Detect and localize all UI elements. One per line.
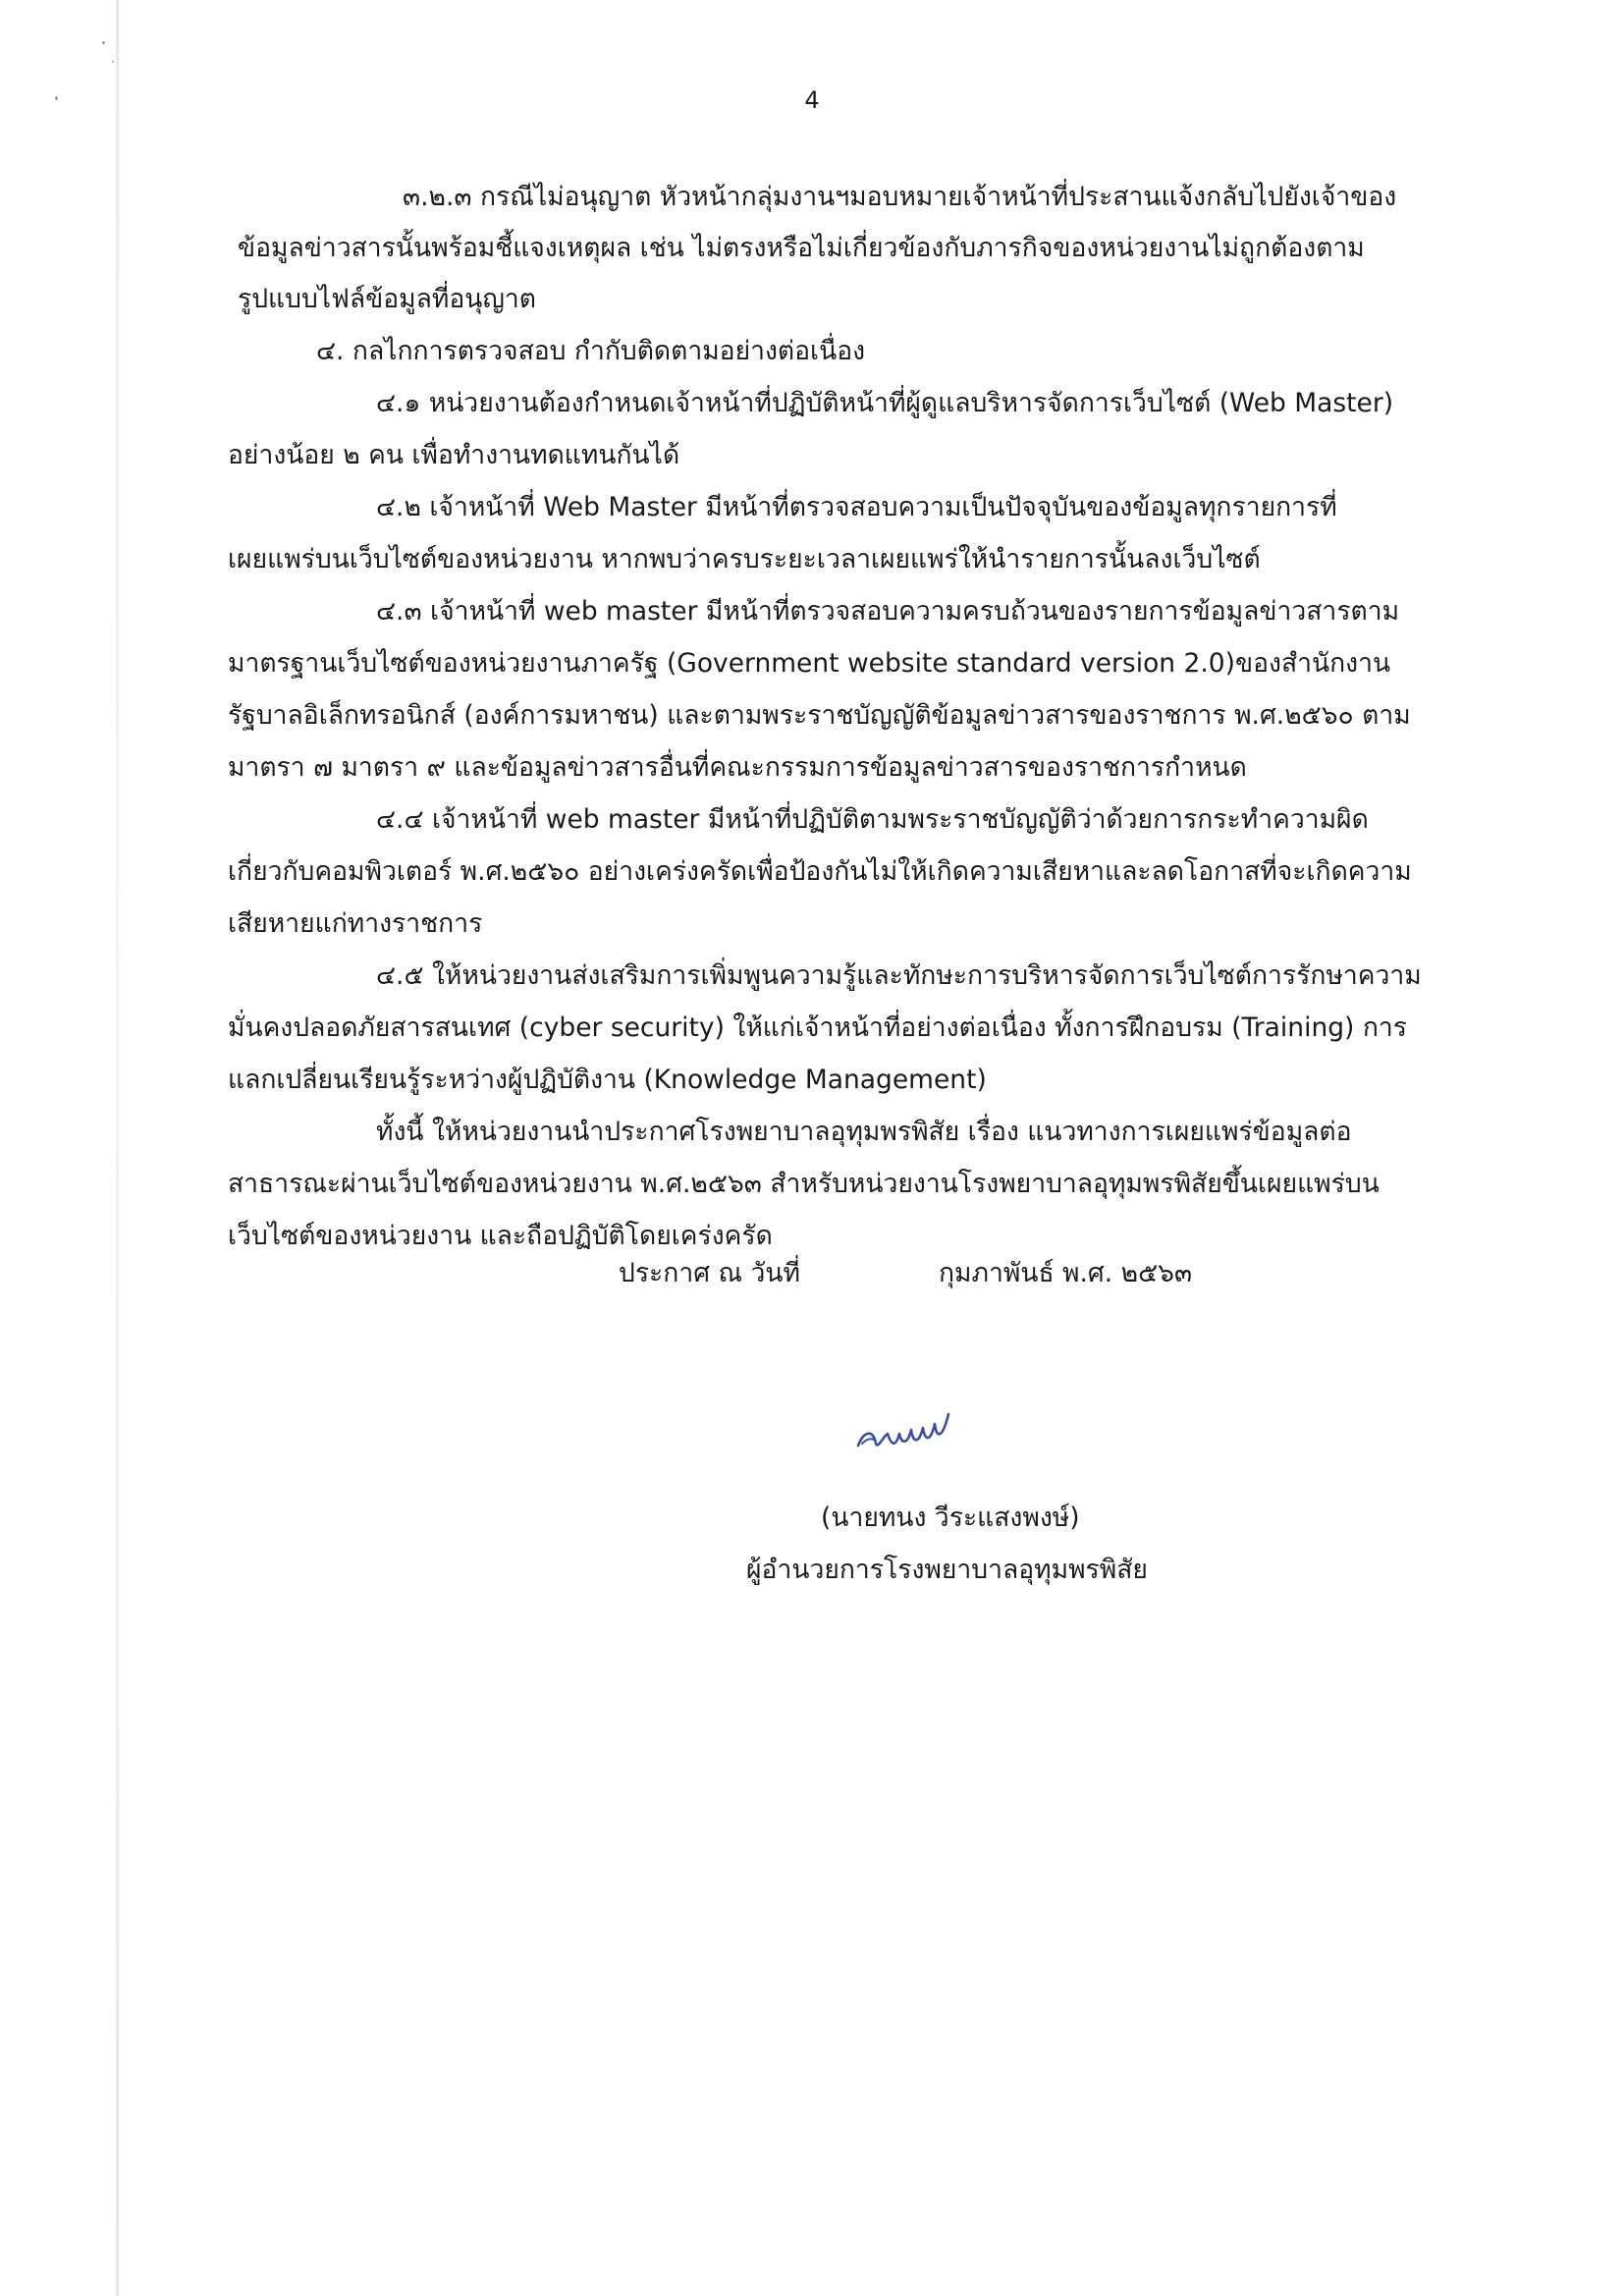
paragraph-line: มั่นคงปลอดภัยสารสนเทศ (cyber security) ให้แก่เจ้าหน้าที่อย่างต่อเนื่อง ทั้งการฝึกอบรม (Training) การ bbox=[228, 1012, 1407, 1043]
scan-speck bbox=[112, 61, 114, 63]
paragraph-line: เว็บไซต์ของหน่วยงาน และถือปฏิบัติโดยเคร่งครัด bbox=[228, 1221, 773, 1251]
paragraph-line: ๓.๒.๓ กรณีไม่อนุญาต หัวหน้ากลุ่มงานฯมอบหมายเจ้าหน้าที่ประสานแจ้งกลับไปยังเจ้าของ bbox=[403, 182, 1397, 212]
paragraph-line: มาตรฐานเว็บไซต์ของหน่วยงานภาครัฐ (Government website standard version 2.0)ของสำนักงาน bbox=[228, 648, 1391, 679]
paragraph-line: ๔.๕ ให้หน่วยงานส่งเสริมการเพิ่มพูนความรู้และทักษะการบริหารจัดการเว็บไซต์การรักษาความ bbox=[376, 960, 1422, 991]
paragraph-line: ๔.๑ หน่วยงานต้องกำหนดเจ้าหน้าที่ปฏิบัติหน้าที่ผู้ดูแลบริหารจัดการเว็บไซต์ (Web Master) bbox=[376, 388, 1394, 418]
paragraph-line: ๔.๓ เจ้าหน้าที่ web master มีหน้าที่ตรวจสอบความครบถ้วนของรายการข้อมูลข่าวสารตาม bbox=[376, 596, 1400, 627]
paragraph-line: แลกเปลี่ยนเรียนรู้ระหว่างผู้ปฏิบัติงาน (Knowledge Management) bbox=[228, 1065, 987, 1095]
page-number: 4 bbox=[804, 86, 820, 114]
paragraph-line: รูปแบบไฟล์ข้อมูลที่อนุญาต bbox=[238, 284, 537, 314]
signer-name: (นายทนง วีระแสงพงษ์) bbox=[821, 1503, 1080, 1533]
paragraph-line: ๔.๔ เจ้าหน้าที่ web master มีหน้าที่ปฏิบัติตามพระราชบัญญัติว่าด้วยการกระทำความผิด bbox=[376, 804, 1369, 835]
scan-speck bbox=[102, 41, 105, 44]
section-heading: ๔. กลไกการตรวจสอบ กำกับติดตามอย่างต่อเนื่อง bbox=[316, 336, 866, 366]
paragraph-line: สาธารณะผ่านเว็บไซต์ของหน่วยงาน พ.ศ.๒๕๖๓ สำหรับหน่วยงานโรงพยาบาลอุทุมพรพิสัยขึ้นเผยแพร่บน bbox=[228, 1169, 1380, 1199]
paragraph-line: อย่างน้อย ๒ คน เพื่อทำงานทดแทนกันได้ bbox=[228, 440, 680, 470]
paragraph-line: เกี่ยวกับคอมพิวเตอร์ พ.ศ.๒๕๖๐ อย่างเคร่งครัดเพื่อป้องกันไม่ให้เกิดความเสียหาและลดโอกาสที่จะเกิดความ bbox=[228, 856, 1412, 887]
signature-image bbox=[852, 1400, 1000, 1459]
scan-edge-shadow bbox=[116, 0, 119, 2296]
paragraph-line: ๔.๒ เจ้าหน้าที่ Web Master มีหน้าที่ตรวจสอบความเป็นปัจจุบันของข้อมูลทุกรายการที่ bbox=[376, 492, 1337, 522]
paragraph-line: ทั้งนี้ ให้หน่วยงานนำประกาศโรงพยาบาลอุทุมพรพิสัย เรื่อง แนวทางการเผยแพร่ข้อมูลต่อ bbox=[376, 1117, 1352, 1147]
announce-date-label: ประกาศ ณ วันที่ bbox=[619, 1258, 800, 1288]
signer-title: ผู้อำนวยการโรงพยาบาลอุทุมพรพิสัย bbox=[746, 1555, 1148, 1585]
paragraph-line: ข้อมูลข่าวสารนั้นพร้อมชี้แจงเหตุผล เช่น ไม่ตรงหรือไม่เกี่ยวข้องกับภารกิจของหน่วยงานไม่ถูกต้องตาม bbox=[238, 233, 1365, 263]
paragraph-line: เสียหายแก่ทางราชการ bbox=[228, 908, 483, 939]
paragraph-line: มาตรา ๗ มาตรา ๙ และข้อมูลข่าวสารอื่นที่คณะกรรมการข้อมูลข่าวสารของราชการกำหนด bbox=[228, 752, 1247, 783]
paragraph-line: รัฐบาลอิเล็กทรอนิกส์ (องค์การมหาชน) และตามพระราชบัญญัติข้อมูลข่าวสารของราชการ พ.ศ.๒๕๖๐ ตาม bbox=[228, 700, 1411, 731]
paragraph-line: เผยแพร่บนเว็บไซต์ของหน่วยงาน หากพบว่าครบระยะเวลาเผยแพร่ให้นำรายการนั้นลงเว็บไซต์ bbox=[228, 544, 1261, 574]
announce-date: กุมภาพันธ์ พ.ศ. ๒๕๖๓ bbox=[939, 1258, 1193, 1288]
